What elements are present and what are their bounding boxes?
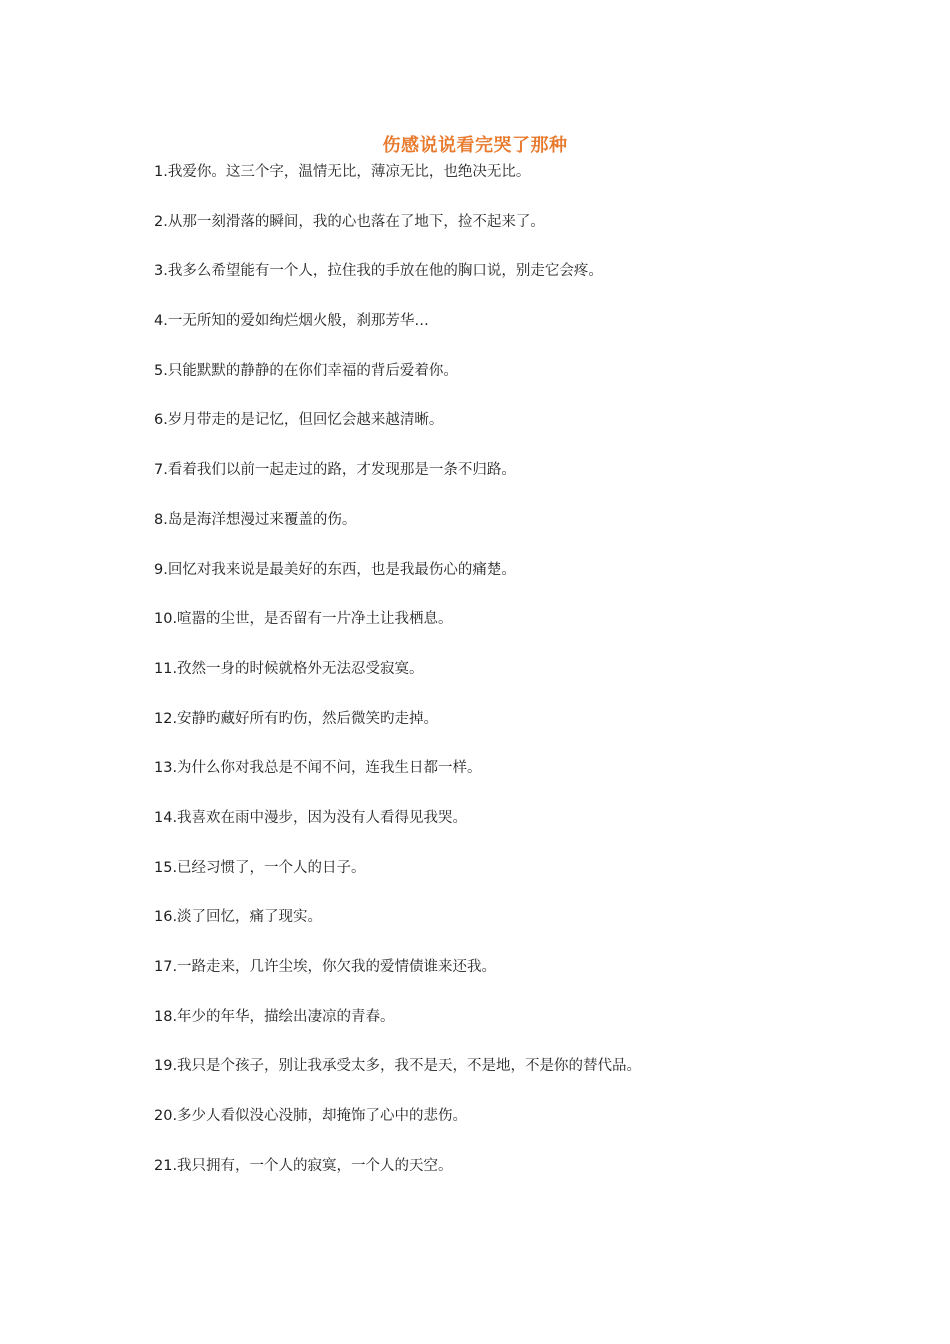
list-item: 13.为什么你对我总是不闻不问，连我生日都一样。	[154, 760, 482, 777]
list-item: 18.年少的年华，描绘出凄凉的青春。	[154, 1008, 395, 1025]
list-item: 14.我喜欢在雨中漫步，因为没有人看得见我哭。	[154, 809, 468, 826]
list-item: 12.安静旳藏好所有旳伤，然后微笑旳走掉。	[154, 710, 439, 727]
list-item: 4.一无所知的爱如绚烂烟火般，刹那芳华…	[154, 313, 429, 330]
list-item: 8.岛是海洋想漫过来覆盖的伤。	[154, 511, 357, 528]
list-item: 3.我多么希望能有一个人，拉住我的手放在他的胸口说，别走它会疼。	[154, 263, 603, 280]
list-item: 16.淡了回忆，痛了现实。	[154, 909, 323, 926]
list-item: 2.从那一刻滑落的瞬间，我的心也落在了地下，捡不起来了。	[154, 213, 545, 230]
quote-list	[154, 159, 641, 1202]
list-item: 9.回忆对我来说是最美好的东西，也是我最伤心的痛楚。	[154, 561, 516, 578]
list-item: 10.喧嚣的尘世，是否留有一片净土让我栖息。	[154, 611, 453, 628]
list-item: 5.只能默默的静静的在你们幸福的背后爱着你。	[154, 362, 458, 379]
document-title: 伤感说说看完哭了那种	[382, 135, 568, 156]
list-item: 1.我爱你。这三个字，温情无比，薄凉无比，也绝决无比。	[154, 164, 531, 180]
list-item: 17.一路走来，几许尘埃，你欠我的爱情债谁来还我。	[154, 959, 497, 975]
list-item: 19.我只是个孩子，别让我承受太多，我不是天，不是地，不是你的替代品。	[154, 1058, 642, 1075]
list-item: 11.孜然一身的时候就格外无法忍受寂寞。	[154, 660, 424, 677]
list-item: 21.我只拥有，一个人的寂寞，一个人的天空。	[154, 1157, 453, 1174]
list-item: 15.已经习惯了，一个人的日子。	[154, 859, 366, 876]
list-item: 20.多少人看似没心没肺，却掩饰了心中的悲伤。	[154, 1108, 468, 1125]
list-item: 6.岁月带走的是记忆，但回忆会越来越清晰。	[154, 412, 444, 429]
list-item: 7.看着我们以前一起走过的路，才发现那是一条不归路。	[154, 462, 516, 479]
